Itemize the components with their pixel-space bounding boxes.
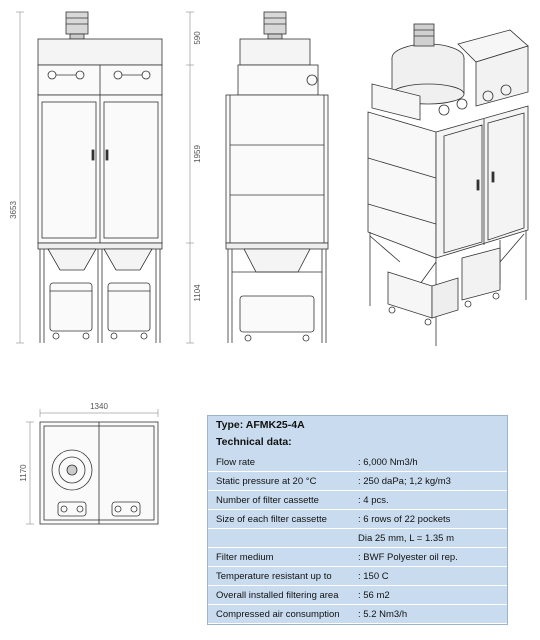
dim-plan-width: 1340 bbox=[90, 402, 108, 411]
spec-row bbox=[208, 492, 507, 510]
spec-value: : 6 rows of 22 pockets bbox=[358, 514, 451, 525]
spec-value: : 250 daPa; 1,2 kg/m3 bbox=[358, 476, 451, 487]
front-view bbox=[38, 12, 162, 343]
technical-data-panel bbox=[207, 415, 508, 625]
spec-value: : 5.2 Nm3/h bbox=[358, 609, 408, 620]
dim-plan-depth: 1170 bbox=[19, 464, 28, 482]
type-label: Type: AFMK25-4A bbox=[216, 419, 305, 431]
spec-label: Overall installed filtering area bbox=[216, 590, 339, 601]
spec-row bbox=[208, 473, 507, 491]
spec-label: Size of each filter cassette bbox=[216, 514, 327, 525]
row-divider bbox=[208, 566, 507, 567]
spec-label: Number of filter cassette bbox=[216, 495, 319, 506]
row-divider bbox=[208, 604, 507, 605]
spec-label: Compressed air consumption bbox=[216, 609, 340, 620]
spec-label: Temperature resistant up to bbox=[216, 571, 332, 582]
spec-label: Flow rate bbox=[216, 457, 256, 468]
spec-label: Filter medium bbox=[216, 552, 274, 563]
plan-view bbox=[40, 422, 158, 524]
dim-total-height: 3653 bbox=[9, 201, 18, 219]
spec-value: : BWF Polyester oil rep. bbox=[358, 552, 458, 563]
dim-top-height: 590 bbox=[193, 31, 202, 45]
spec-row bbox=[208, 530, 507, 548]
spec-value: : 56 m2 bbox=[358, 590, 390, 601]
spec-row bbox=[208, 587, 507, 605]
row-divider bbox=[208, 585, 507, 586]
spec-value: Dia 25 mm, L = 1.35 m bbox=[358, 533, 455, 544]
row-divider bbox=[208, 471, 507, 472]
spec-row bbox=[208, 568, 507, 586]
isometric-view bbox=[368, 24, 528, 346]
row-divider bbox=[208, 490, 507, 491]
spec-value: : 6,000 Nm3/h bbox=[358, 457, 418, 468]
spec-label: Static pressure at 20 °C bbox=[216, 476, 317, 487]
spec-row bbox=[208, 549, 507, 567]
spec-row bbox=[208, 454, 507, 472]
side-view bbox=[226, 12, 328, 343]
dim-bottom-height: 1104 bbox=[193, 284, 202, 302]
spec-value: : 150 C bbox=[358, 571, 389, 582]
spec-value: : 4 pcs. bbox=[358, 495, 389, 506]
row-divider bbox=[208, 509, 507, 510]
dim-middle-height: 1959 bbox=[193, 145, 202, 163]
spec-row bbox=[208, 511, 507, 529]
spec-row bbox=[208, 606, 507, 624]
row-divider bbox=[208, 547, 507, 548]
row-divider bbox=[208, 623, 507, 624]
technical-data-heading: Technical data: bbox=[216, 436, 292, 448]
row-divider bbox=[208, 528, 507, 529]
